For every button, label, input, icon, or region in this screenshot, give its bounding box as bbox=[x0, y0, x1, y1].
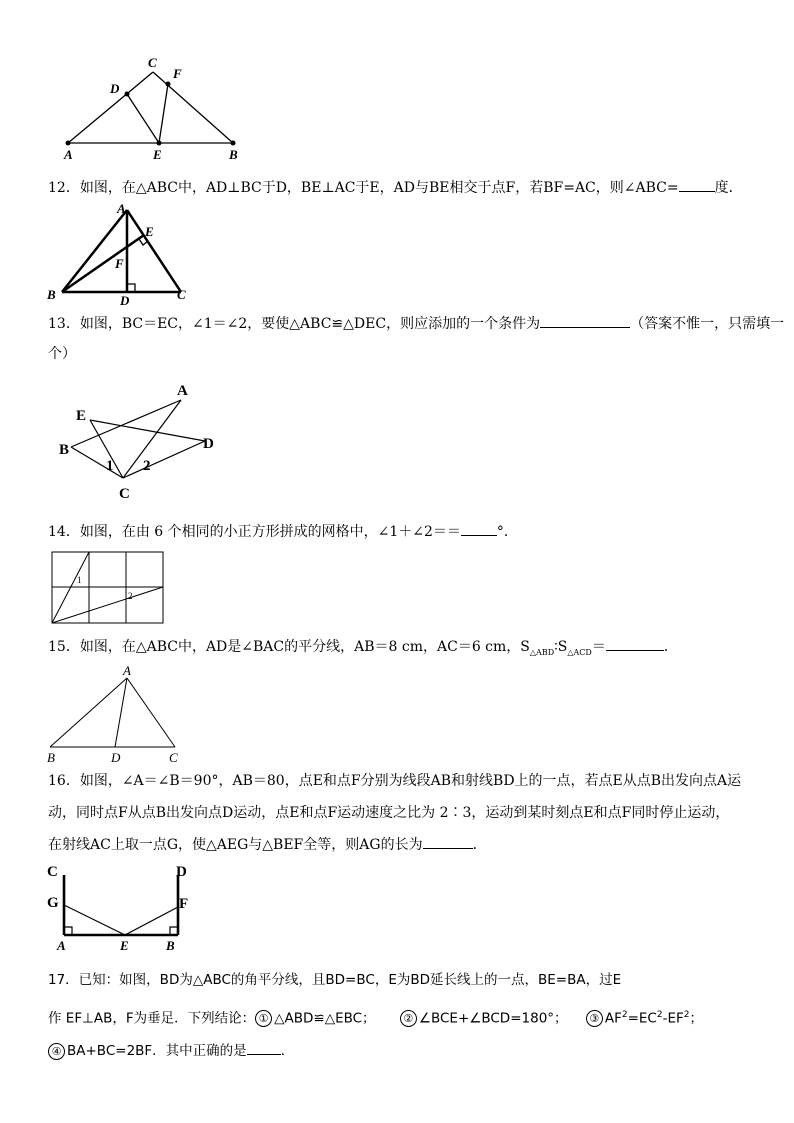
question-15 bbox=[48, 636, 678, 664]
superscript-2: 2 bbox=[683, 1010, 690, 1020]
question-12-suffix: 度． bbox=[714, 180, 743, 196]
circled-3-icon: ③ bbox=[586, 1010, 603, 1027]
point-A-label: A bbox=[177, 383, 188, 399]
point-C-label: C bbox=[169, 750, 178, 765]
conclusion-3-af: AF bbox=[604, 1010, 622, 1027]
point-F-label: F bbox=[115, 256, 124, 271]
figure-q13 bbox=[55, 378, 225, 503]
question-14-suffix: °． bbox=[496, 524, 518, 540]
circled-1-icon: ① bbox=[255, 1010, 272, 1027]
question-17-intro: 作 EF⊥AB，F为垂足．下列结论： bbox=[48, 1010, 256, 1027]
question-17-line1: 17．已知：如图，BD为△ABC的角平分线，且BD=BC，E为BD延长线上的一点，BE=BA，过E bbox=[48, 972, 622, 988]
question-13-text: 13．如图，BC＝EC，∠1＝∠2，要使△ABC≌△DEC，则应添加的一个条件为 bbox=[48, 316, 541, 332]
point-E-label: E bbox=[145, 224, 154, 239]
question-13-line2: 个） bbox=[48, 346, 76, 362]
figure-q15 bbox=[42, 662, 192, 767]
point-D-label: D bbox=[110, 81, 120, 96]
conclusion-4: BA+BC=2BF．其中正确的是 bbox=[67, 1043, 247, 1059]
point-A-label: A bbox=[117, 201, 126, 216]
point-C-label: C bbox=[177, 287, 186, 302]
point-A-label: A bbox=[123, 663, 131, 678]
answer-blank-17[interactable] bbox=[247, 1040, 281, 1055]
point-A-label: A bbox=[64, 147, 73, 162]
equals-sign: ＝ bbox=[591, 639, 606, 655]
circled-2-icon: ② bbox=[400, 1010, 417, 1027]
point-C-label: C bbox=[148, 55, 157, 70]
conclusion-1: △ABD≌△EBC； bbox=[274, 1010, 376, 1027]
question-16-line3: 在射线AC上取一点G，使△AEG与△BEF全等，则AG的长为 bbox=[48, 837, 423, 853]
question-17-line3 bbox=[48, 1040, 294, 1062]
point-A-label: A bbox=[57, 938, 66, 953]
subscript-abd: △ABD bbox=[529, 647, 555, 657]
figure-q12 bbox=[44, 198, 194, 308]
point-E-label: E bbox=[76, 408, 87, 424]
question-12 bbox=[48, 177, 743, 199]
question-16-line2: 动，同时点F从点B出发向点D运动，点E和点F运动速度之比为 2∶3，运动到某时刻点E和点F同时停止运动， bbox=[48, 805, 730, 821]
point-C-label: C bbox=[119, 486, 130, 502]
point-F-label: F bbox=[173, 66, 182, 81]
point-B-label: B bbox=[47, 750, 55, 765]
answer-blank-15[interactable] bbox=[606, 636, 664, 651]
superscript-2: 2 bbox=[621, 1010, 628, 1020]
colon-s: ∶S bbox=[554, 639, 568, 655]
conclusion-3-ec: =EC bbox=[627, 1010, 657, 1027]
question-14 bbox=[48, 521, 518, 543]
figure-q14-grid bbox=[50, 550, 168, 628]
point-E-label: E bbox=[153, 147, 162, 162]
answer-blank-16[interactable] bbox=[423, 834, 473, 849]
conclusion-2: ∠BCE+∠BCD=180°； bbox=[418, 1010, 568, 1027]
point-B-label: B bbox=[47, 287, 56, 302]
answer-blank-12[interactable] bbox=[679, 177, 715, 192]
superscript-2: 2 bbox=[656, 1010, 663, 1020]
question-17-suffix: ． bbox=[280, 1043, 295, 1059]
subscript-acd: △ACD bbox=[567, 647, 592, 657]
figure-q11 bbox=[55, 55, 255, 165]
point-C-label: C bbox=[47, 864, 58, 880]
question-13-suffix: （答案不惟一，只需填一 bbox=[630, 316, 785, 332]
point-E-label: E bbox=[120, 938, 129, 953]
answer-blank-14[interactable] bbox=[461, 521, 497, 536]
point-D-label: D bbox=[176, 864, 187, 880]
question-15-suffix: ． bbox=[663, 639, 678, 655]
angle-2-label: 2 bbox=[143, 458, 151, 474]
question-16-line1: 16．如图，∠A＝∠B＝90°，AB＝80，点E和点F分别为线段AB和射线BD上的一点，若点E从点B出发向点A运 bbox=[48, 773, 742, 789]
figure-q16 bbox=[42, 860, 197, 955]
point-G-label: G bbox=[47, 895, 59, 911]
question-15-text: 15．如图，在△ABC中，AD是∠BAC的平分线，AB＝8 cm，AC＝6 cm，S bbox=[48, 639, 530, 655]
circled-4-icon: ④ bbox=[48, 1043, 65, 1060]
point-B-label: B bbox=[59, 442, 70, 458]
question-13 bbox=[48, 313, 784, 335]
angle-1-label: 1 bbox=[106, 458, 114, 474]
answer-blank-13[interactable] bbox=[540, 313, 630, 328]
point-F-label: F bbox=[179, 896, 189, 912]
point-D-label: D bbox=[111, 750, 121, 765]
point-B-label: B bbox=[166, 938, 175, 953]
question-16 bbox=[48, 834, 487, 856]
question-12-text: 12．如图，在△ABC中，AD⊥BC于D，BE⊥AC于E，AD与BE相交于点F，若BF=AC，则∠ABC= bbox=[48, 180, 679, 196]
conclusion-3-end: ； bbox=[689, 1010, 703, 1027]
angle-1-label: 1 bbox=[77, 575, 82, 585]
angle-2-label: 2 bbox=[128, 591, 133, 601]
point-D-label: D bbox=[203, 436, 214, 452]
conclusion-3-ef: -EF bbox=[662, 1010, 684, 1027]
question-17-line2 bbox=[48, 1004, 703, 1030]
point-D-label: D bbox=[120, 293, 130, 308]
question-14-text: 14．如图，在由 6 个相同的小正方形拼成的网格中，∠1＋∠2＝＝ bbox=[48, 524, 461, 540]
point-B-label: B bbox=[229, 147, 238, 162]
question-16-suffix: ． bbox=[472, 837, 487, 853]
